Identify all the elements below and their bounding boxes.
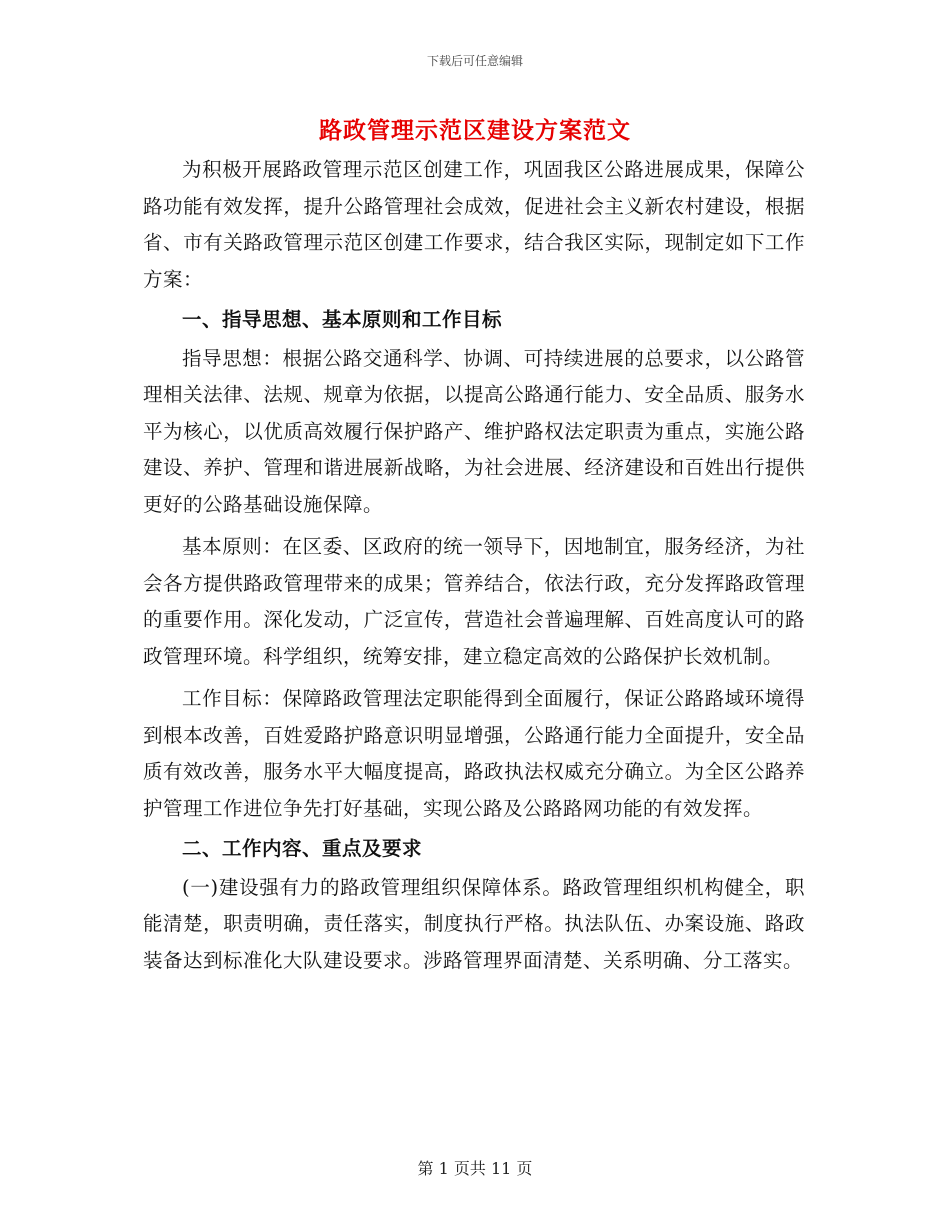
document-body (143, 152, 805, 979)
guiding-ideology-paragraph: 指导思想：根据公路交通科学、协调、可持续进展的总要求，以公路管理相关法律、法规、规章为依据，以提高公路通行能力、安全品质、服务水平为核心，以优质高效履行保护路产、维护路权法定职责为重点，实施公路建设、养护、管理和谐进展新战略，为社会进展、经济建设和百姓出行提供更好的公路基础设施保障。 (143, 346, 805, 516)
section-heading-1: 一、指导思想、基本原则和工作目标 (182, 308, 503, 331)
work-goals-paragraph: 工作目标：保障路政管理法定职能得到全面履行，保证公路路域环境得到根本改善，百姓爱路护路意识明显增强，公路通行能力全面提升，安全品质有效改善，服务水平大幅度提高，路政执法权威充分确立。为全区公路养护管理工作进位争先打好基础，实现公路及公路路网功能的有效发挥。 (143, 687, 805, 820)
basic-principles-paragraph: 基本原则：在区委、区政府的统一领导下，因地制宜，服务经济，为社会各方提供路政管理带来的成果；管养结合，依法行政，充分发挥路政管理的重要作用。深化发动，广泛宣传，营造社会普遍理解、百姓高度认可的路政管理环境。科学组织，统筹安排，建立稳定高效的公路保护长效机制。 (143, 535, 805, 668)
page-header: 下载后可任意编辑 (426, 54, 523, 68)
organization-paragraph: (一)建设强有力的路政管理组织保障体系。路政管理组织机构健全，职能清楚，职责明确，责任落实，制度执行严格。执法队伍、办案设施、路政装备达到标准化大队建设要求。涉路管理界面清楚、关系明确、分工落实。 (143, 875, 805, 972)
intro-paragraph: 为积极开展路政管理示范区创建工作，巩固我区公路进展成果，保障公路功能有效发挥，提升公路管理社会成效，促进社会主义新农村建设，根据省、市有关路政管理示范区创建工作要求，结合我区实际，现制定如下工作方案： (143, 158, 805, 291)
document-title: 路政管理示范区建设方案范文 (319, 117, 631, 144)
section-heading-2: 二、工作内容、重点及要求 (182, 837, 423, 860)
page-number: 第 1 页共 11 页 (417, 1159, 533, 1178)
